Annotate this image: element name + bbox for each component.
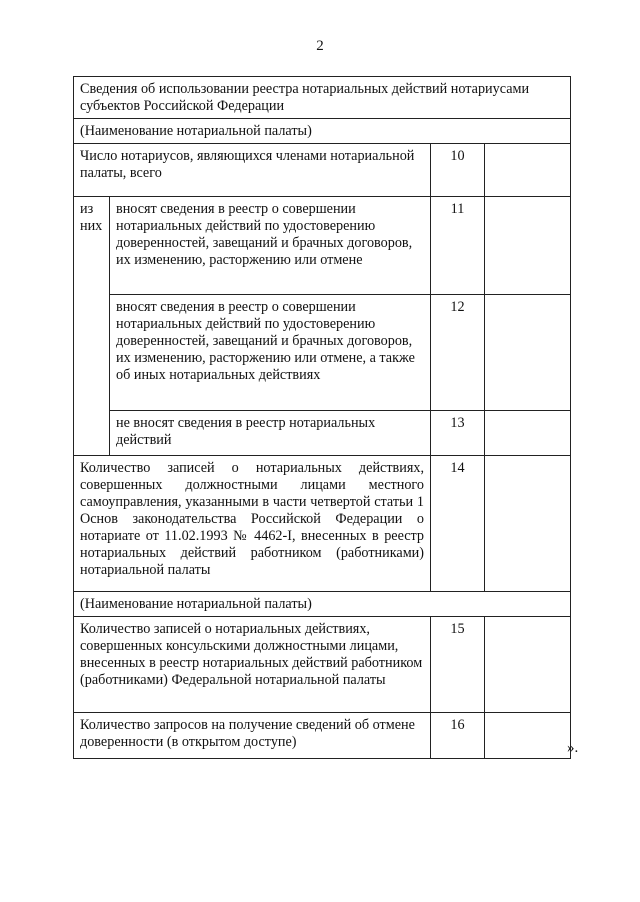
row14-label: Количество записей о нотариальных действиях, совершенных должностными лицами местного самоуправления, указанными в части четвертой статьи 1 Основ законодательства Российской Федерации о нотариате от 11.02.1993 № 4462-I, внесенных в реестр нотариальных действий работником (работниками) нотариальной палаты — [74, 456, 431, 592]
page-number: 2 — [316, 38, 324, 54]
sub-label: из них — [74, 197, 110, 456]
section1-title: (Наименование нотариальной палаты) — [74, 119, 571, 144]
row13-value — [485, 411, 571, 456]
section-title-row — [74, 592, 571, 617]
table-row — [74, 197, 571, 295]
table-row — [74, 144, 571, 197]
row13-code: 13 — [431, 411, 485, 456]
table-row — [74, 295, 571, 411]
row12-label: вносят сведения в реестр о совершении нотариальных действий по удостоверению доверенностей, завещаний и брачных договоров, их изменению, расторжению или отмене, а также об иных нотариальных действиях — [110, 295, 431, 411]
table-row — [74, 411, 571, 456]
row16-label: Количество запросов на получение сведений об отмене доверенности (в открытом доступе) — [74, 713, 431, 759]
table-header-row — [74, 77, 571, 119]
table-row — [74, 456, 571, 592]
row16-value — [485, 713, 571, 759]
row10-code: 10 — [431, 144, 485, 197]
row11-value — [485, 197, 571, 295]
row13-label: не вносят сведения в реестр нотариальных действий — [110, 411, 431, 456]
row15-value — [485, 617, 571, 713]
section-title-row — [74, 119, 571, 144]
row15-code: 15 — [431, 617, 485, 713]
table-row — [74, 713, 571, 759]
table-header: Сведения об использовании реестра нотариальных действий нотариусами субъектов Российской Федерации — [74, 77, 571, 119]
row15-label: Количество записей о нотариальных действиях, совершенных консульскими должностными лицами, внесенных в реестр нотариальных действий работником (работниками) Федеральной нотариальной палаты — [74, 617, 431, 713]
row11-label: вносят сведения в реестр о совершении нотариальных действий по удостоверению доверенностей, завещаний и брачных договоров, их изменению, расторжению или отмене — [110, 197, 431, 295]
row16-code: 16 — [431, 713, 485, 759]
report-table — [73, 76, 571, 759]
section2-title: (Наименование нотариальной палаты) — [74, 592, 571, 617]
row12-value — [485, 295, 571, 411]
row14-value — [485, 456, 571, 592]
table-row — [74, 617, 571, 713]
row10-value — [485, 144, 571, 197]
row10-label: Число нотариусов, являющихся членами нотариальной палаты, всего — [74, 144, 431, 197]
row14-code: 14 — [431, 456, 485, 592]
row12-code: 12 — [431, 295, 485, 411]
row11-code: 11 — [431, 197, 485, 295]
closing-quote: ». — [567, 740, 579, 756]
